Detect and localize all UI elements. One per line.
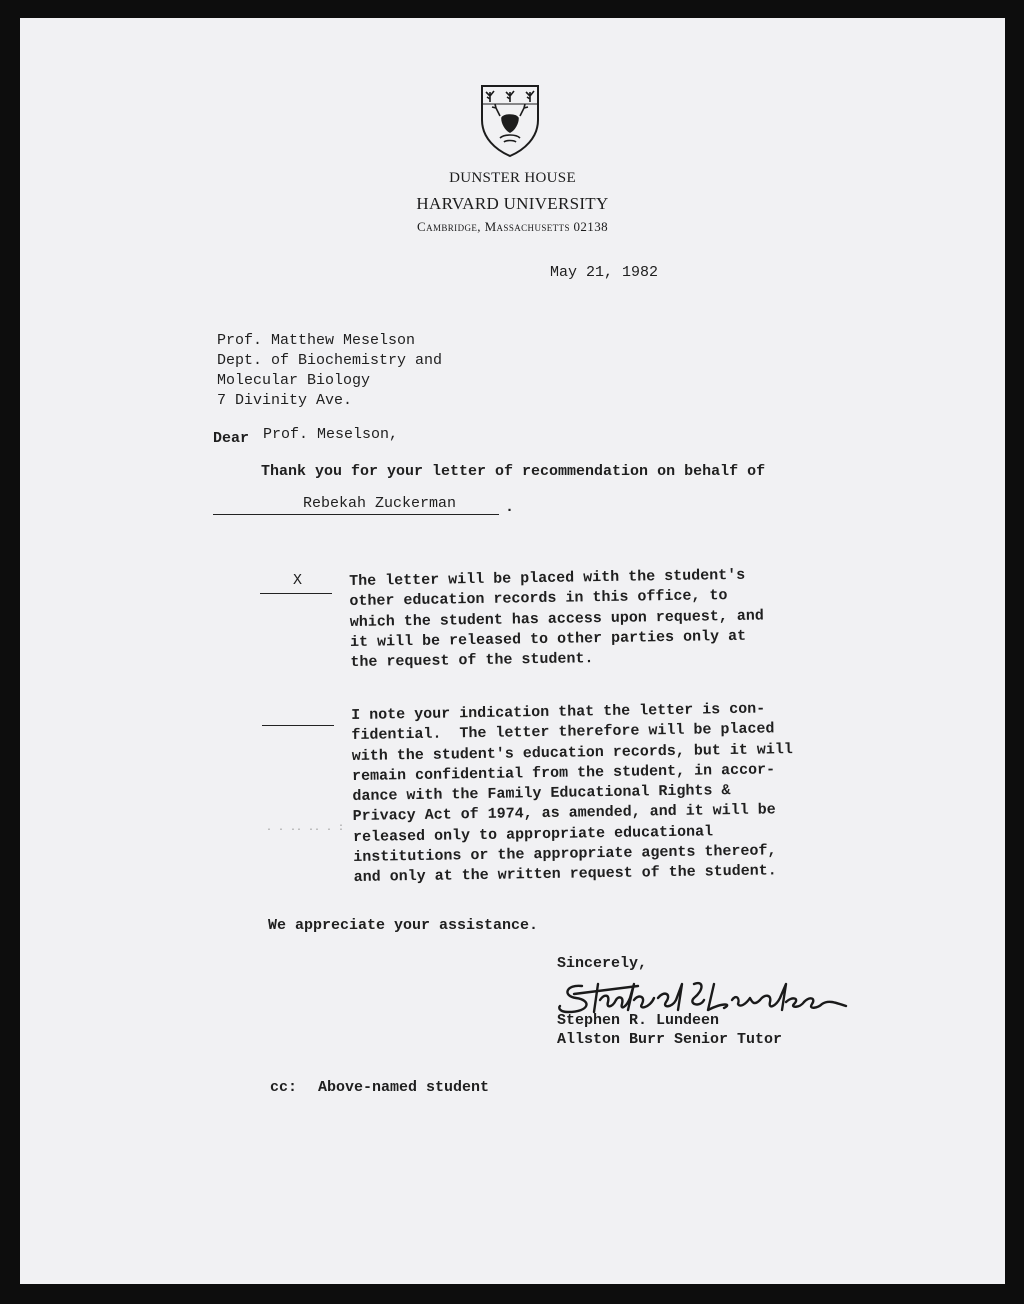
option2-line: fidential. The letter therefore will be placed — [351, 720, 775, 745]
option2-blank — [262, 725, 334, 726]
option2-line: institutions or the appropriate agents thereof, — [353, 842, 777, 867]
letter-date: May 21, 1982 — [550, 264, 659, 281]
intro-text: Thank you for your letter of recommendation on behalf of — [261, 463, 766, 480]
handwritten-signature-icon — [554, 954, 854, 1018]
letter-page — [20, 18, 1005, 1284]
student-name: Rebekah Zuckerman — [303, 495, 457, 512]
letterhead-house: DUNSTER HOUSE — [449, 170, 576, 186]
option1-line: The letter will be placed with the student's — [349, 566, 746, 590]
option1-check-mark: X — [293, 572, 303, 589]
option2-line: and only at the written request of the student. — [353, 862, 777, 887]
option2-line: dance with the Family Educational Rights & — [352, 782, 731, 806]
letterhead-address: Cambridge, Massachusetts 02138 — [417, 219, 608, 234]
option2-line: Privacy Act of 1974, as amended, and it will be — [352, 801, 776, 826]
option1-line: the request of the student. — [350, 650, 594, 672]
paper-speck-marks: . . .. .. . : — [266, 823, 345, 834]
signer-title: Allston Burr Senior Tutor — [557, 1031, 783, 1048]
recipient-name: Prof. Matthew Meselson — [217, 332, 416, 349]
option1-blank — [260, 593, 332, 594]
option1-line: other education records in this office, to — [349, 587, 728, 611]
shield-crest-icon — [478, 80, 542, 160]
student-name-underline — [213, 514, 499, 515]
option2-line: with the student's education records, but it will — [351, 740, 793, 765]
option1-line: which the student has access upon request, and — [349, 607, 764, 631]
recipient-dept-line2: Molecular Biology — [217, 372, 371, 389]
salutation-prefix: Dear — [213, 430, 250, 447]
option1-text — [349, 565, 765, 673]
option2-line: I note your indication that the letter is con- — [351, 700, 766, 724]
recipient-dept-line1: Dept. of Biochemistry and — [217, 352, 443, 369]
letterhead-university: HARVARD UNIVERSITY — [416, 194, 609, 213]
option1-line: it will be released to other parties only at — [349, 627, 747, 651]
closing-sincerely: Sincerely, — [557, 955, 648, 972]
intro-period: . — [505, 499, 515, 516]
recipient-street: 7 Divinity Ave. — [217, 392, 353, 409]
signer-name: Stephen R. Lundeen — [557, 1012, 720, 1029]
cc-text: Above-named student — [318, 1079, 490, 1096]
option2-line: released only to appropriate educational — [352, 823, 714, 846]
closing-note: We appreciate your assistance. — [268, 917, 539, 934]
salutation-name: Prof. Meselson, — [263, 426, 399, 443]
cc-label: cc: — [270, 1079, 298, 1096]
option2-line: remain confidential from the student, in accor- — [351, 761, 776, 785]
option2-text — [351, 699, 795, 889]
